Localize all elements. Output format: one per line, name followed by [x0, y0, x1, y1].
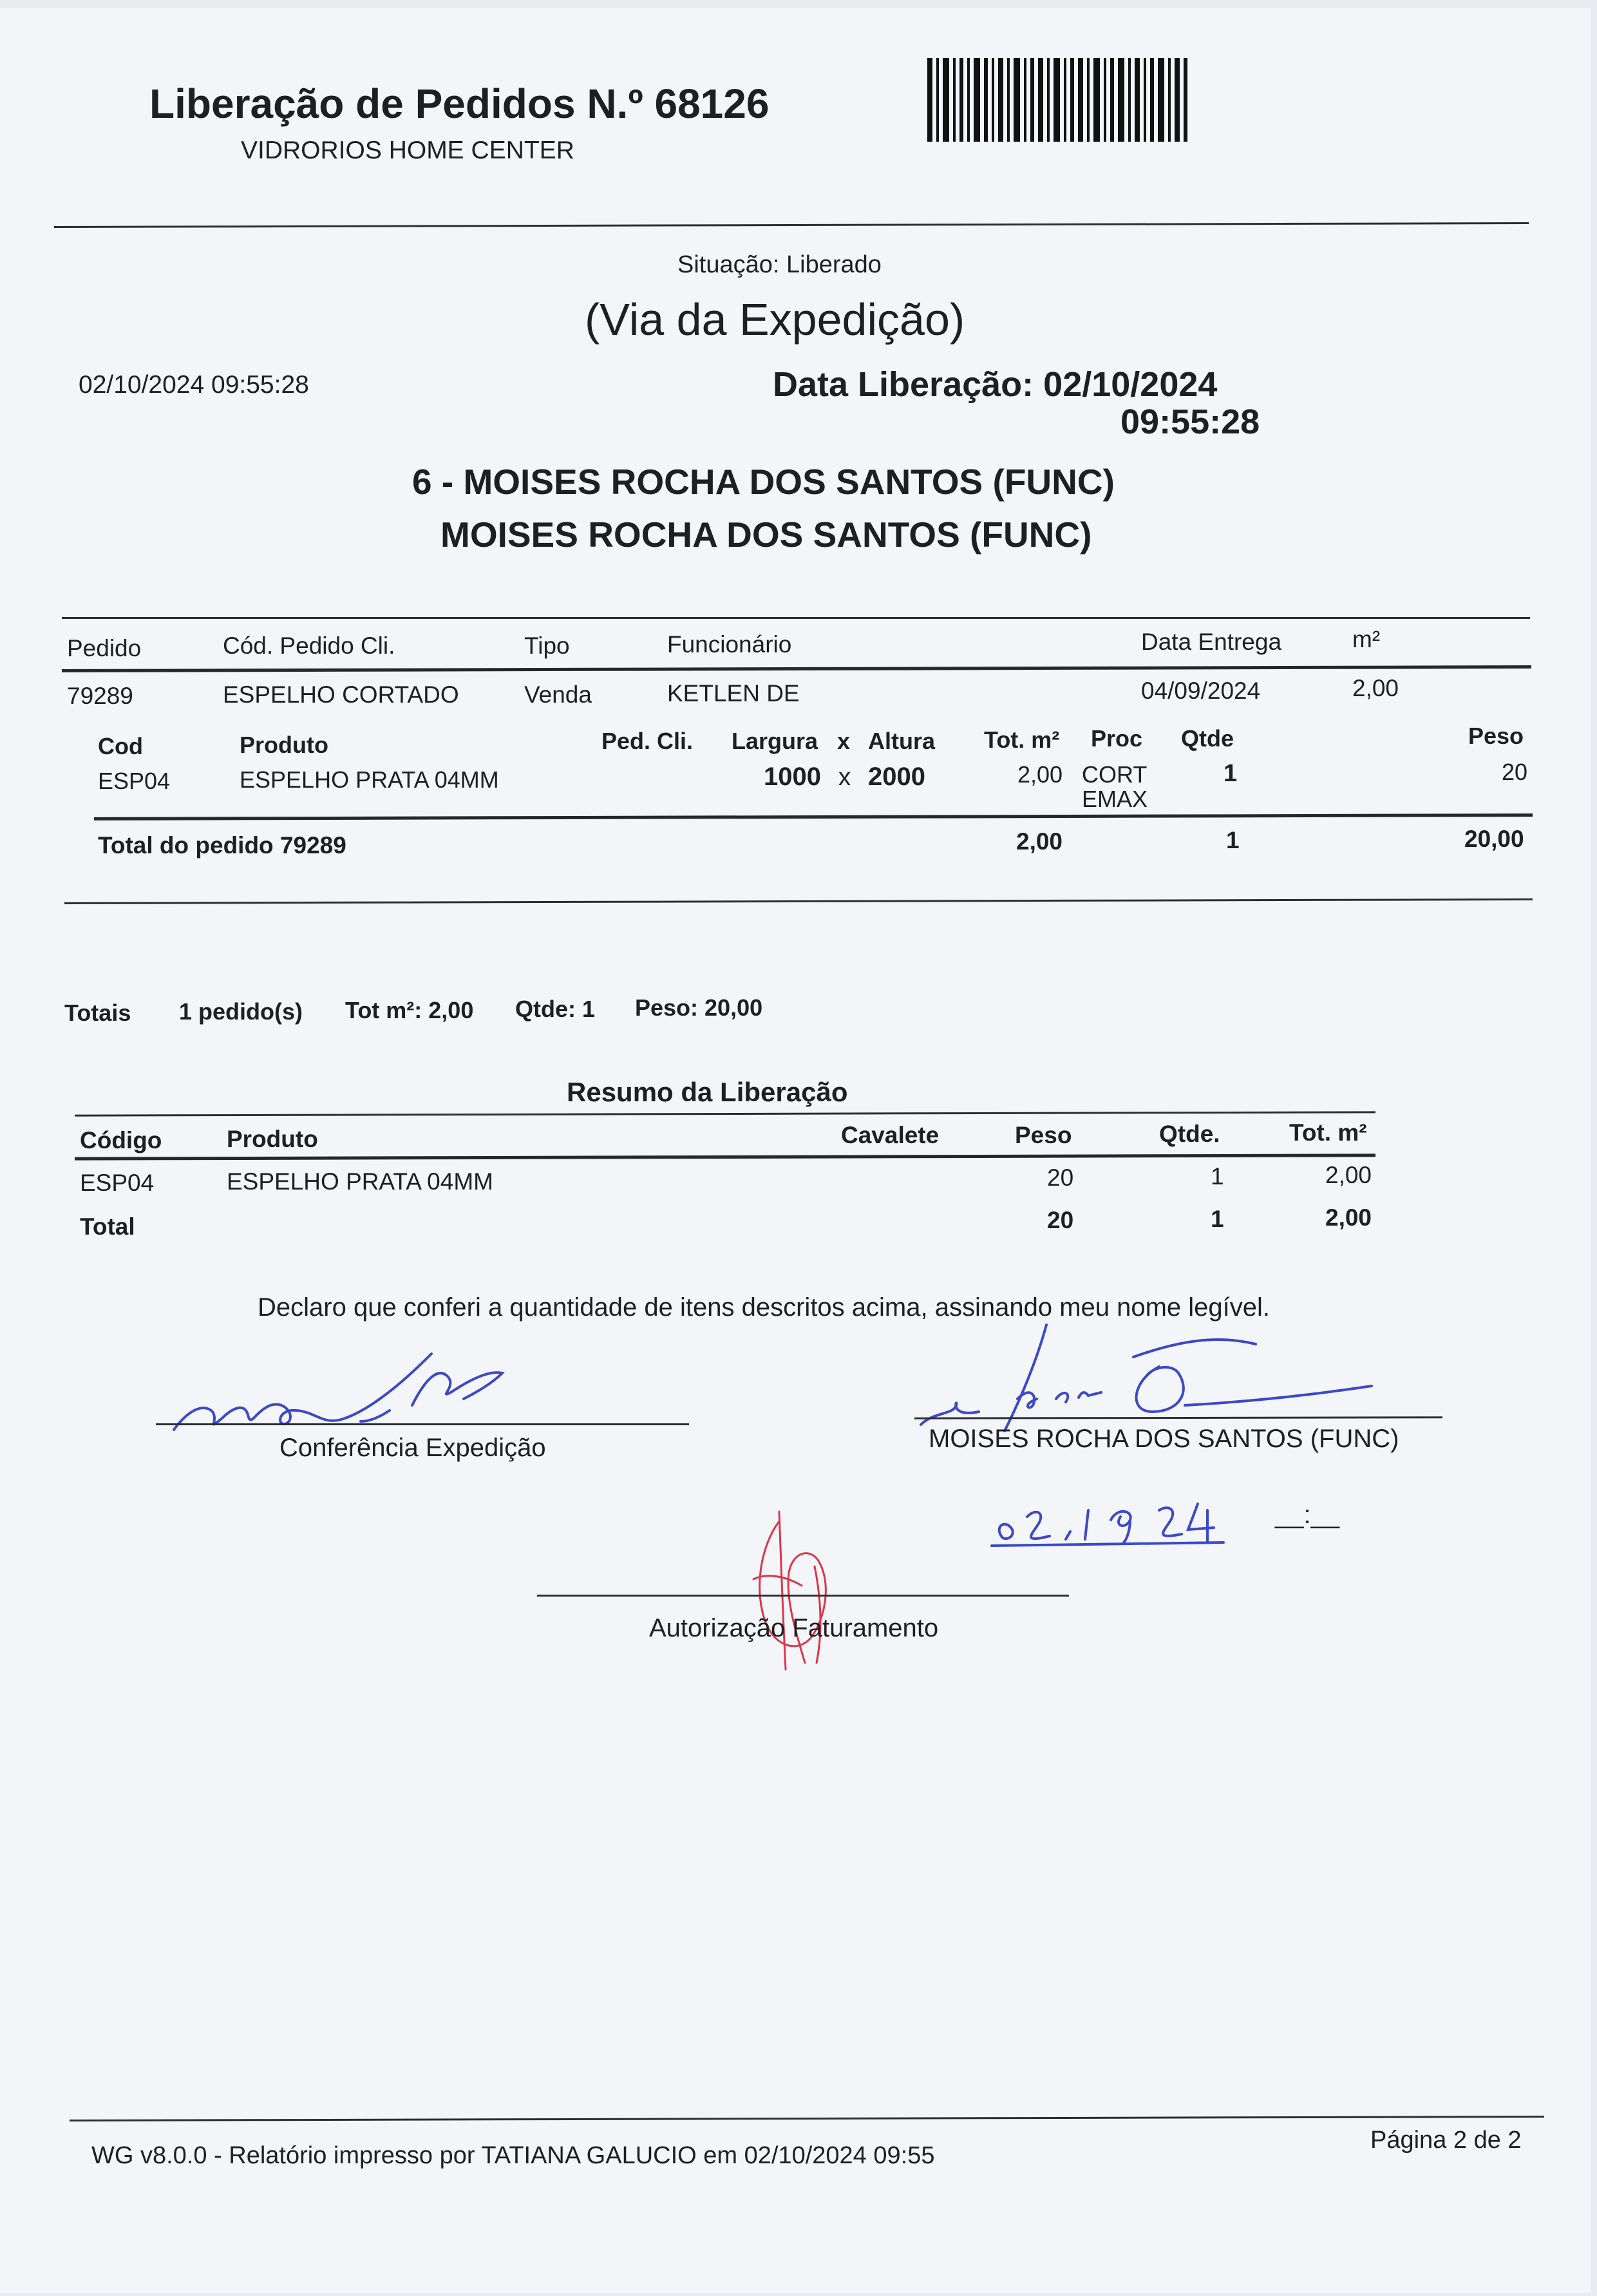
totals-pedidos: 1 pedido(s) — [179, 998, 303, 1025]
client-signature — [908, 1322, 1384, 1437]
red-initials-stamp — [741, 1508, 844, 1676]
order-header-rule — [62, 665, 1531, 672]
items-col-qtde: Qtde — [1181, 725, 1234, 752]
conferencia-signature — [167, 1341, 580, 1444]
order-m2: 2,00 — [1352, 675, 1399, 701]
order-pedido: 79289 — [67, 683, 133, 709]
summary-col-produto: Produto — [227, 1126, 318, 1152]
order-total-peso: 20,00 — [1464, 826, 1524, 852]
order-total-m2: 2,00 — [1016, 828, 1063, 855]
order-funcionario: KETLEN DE — [667, 680, 800, 707]
summary-col-codigo: Código — [80, 1127, 162, 1153]
order-data-entrega: 04/09/2024 — [1141, 678, 1261, 704]
conferencia-signature-line — [156, 1423, 689, 1425]
footer-report-info: WG v8.0.0 - Relatório impresso por TATIANA GALUCIO em 02/10/2024 09:55 — [91, 2142, 935, 2169]
declaration-text: Declaro que conferi a quantidade de itens descritos acima, assinando meu nome legível. — [258, 1293, 1271, 1322]
col-data-entrega: Data Entrega — [1141, 629, 1282, 655]
summary-col-cavalete: Cavalete — [841, 1122, 940, 1148]
barcode-icon — [927, 58, 1188, 143]
via-label: (Via da Expedição) — [585, 294, 965, 345]
document-title: Liberação de Pedidos N.º 68126 — [149, 81, 770, 127]
col-m2: m² — [1352, 626, 1381, 652]
items-col-x: x — [837, 728, 851, 754]
order-tipo: Venda — [524, 681, 592, 708]
summary-total-peso: 20 — [1047, 1207, 1074, 1233]
document-page — [0, 8, 1591, 2293]
col-funcionario: Funcionário — [667, 631, 792, 658]
data-liberacao-label: Data Liberação: — [773, 365, 1034, 404]
item-largura: 1000 — [764, 763, 821, 791]
order-section-end-rule — [64, 898, 1533, 904]
status-situacao: Situação: Liberado — [677, 251, 882, 278]
handwritten-date — [992, 1481, 1275, 1552]
client-line-1: 6 - MOISES ROCHA DOS SANTOS (FUNC) — [412, 462, 1115, 502]
item-produto: ESPELHO PRATA 04MM — [240, 766, 499, 793]
order-cod-pedido-cli: ESPELHO CORTADO — [223, 681, 459, 708]
item-proc-2: EMAX — [1082, 786, 1148, 812]
items-col-ped-cli: Ped. Cli. — [601, 728, 694, 754]
summary-top-rule — [75, 1111, 1375, 1116]
summary-total-qtde: 1 — [1211, 1206, 1224, 1232]
summary-row-tot-m2: 2,00 — [1325, 1162, 1372, 1188]
order-top-rule — [62, 617, 1530, 619]
footer-rule — [70, 2116, 1544, 2121]
col-pedido: Pedido — [67, 635, 142, 661]
autorizacao-label: Autorização Faturamento — [649, 1614, 939, 1642]
items-col-largura: Largura — [732, 728, 818, 754]
summary-row-codigo: ESP04 — [80, 1170, 155, 1196]
item-altura: 2000 — [868, 763, 925, 791]
printed-datetime: 02/10/2024 09:55:28 — [79, 371, 309, 399]
summary-total-tot-m2: 2,00 — [1325, 1204, 1372, 1231]
items-col-produto: Produto — [240, 732, 328, 758]
autorizacao-signature-line — [537, 1595, 1069, 1597]
item-x: x — [838, 764, 851, 791]
summary-header-rule — [75, 1153, 1375, 1160]
item-tot-m2: 2,00 — [1017, 761, 1063, 788]
totals-m2: Tot m²: 2,00 — [345, 997, 474, 1023]
summary-col-qtde: Qtde. — [1159, 1121, 1220, 1147]
totals-qtde: Qtde: 1 — [515, 996, 596, 1022]
summary-row-peso: 20 — [1047, 1164, 1074, 1191]
data-liberacao-date: 02/10/2024 — [1043, 365, 1218, 404]
col-cod-pedido-cli: Cód. Pedido Cli. — [223, 632, 395, 659]
items-col-cod: Cod — [98, 733, 143, 759]
summary-total-label: Total — [80, 1213, 135, 1240]
items-col-tot-m2: Tot. m² — [984, 726, 1060, 753]
item-cod: ESP04 — [98, 768, 171, 794]
order-total-qtde: 1 — [1226, 827, 1240, 853]
items-col-altura: Altura — [868, 728, 936, 754]
header-divider — [54, 222, 1529, 228]
conferencia-label: Conferência Expedição — [279, 1434, 546, 1462]
data-liberacao-time: 09:55:28 — [1120, 403, 1260, 441]
item-peso: 20 — [1502, 759, 1528, 785]
order-total-label: Total do pedido 79289 — [98, 832, 346, 859]
summary-row-qtde: 1 — [1211, 1163, 1224, 1190]
footer-page-number: Página 2 de 2 — [1370, 2127, 1522, 2154]
items-col-peso: Peso — [1468, 723, 1524, 749]
summary-col-peso: Peso — [1015, 1122, 1072, 1148]
col-tipo: Tipo — [524, 632, 570, 659]
company-name: VIDRORIOS HOME CENTER — [241, 137, 574, 164]
summary-col-tot-m2: Tot. m² — [1289, 1119, 1367, 1146]
totals-label: Totais — [64, 1000, 131, 1026]
summary-row-produto: ESPELHO PRATA 04MM — [227, 1168, 493, 1195]
date-time-blank: __:__ — [1275, 1501, 1340, 1529]
items-bottom-rule — [94, 813, 1533, 821]
item-qtde: 1 — [1224, 760, 1238, 787]
client-line-2: MOISES ROCHA DOS SANTOS (FUNC) — [440, 515, 1092, 555]
item-proc-1: CORT — [1082, 761, 1148, 788]
summary-title: Resumo da Liberação — [567, 1077, 848, 1107]
items-col-proc: Proc — [1091, 725, 1143, 752]
totals-peso: Peso: 20,00 — [635, 994, 763, 1021]
client-name-label: MOISES ROCHA DOS SANTOS (FUNC) — [929, 1425, 1399, 1453]
